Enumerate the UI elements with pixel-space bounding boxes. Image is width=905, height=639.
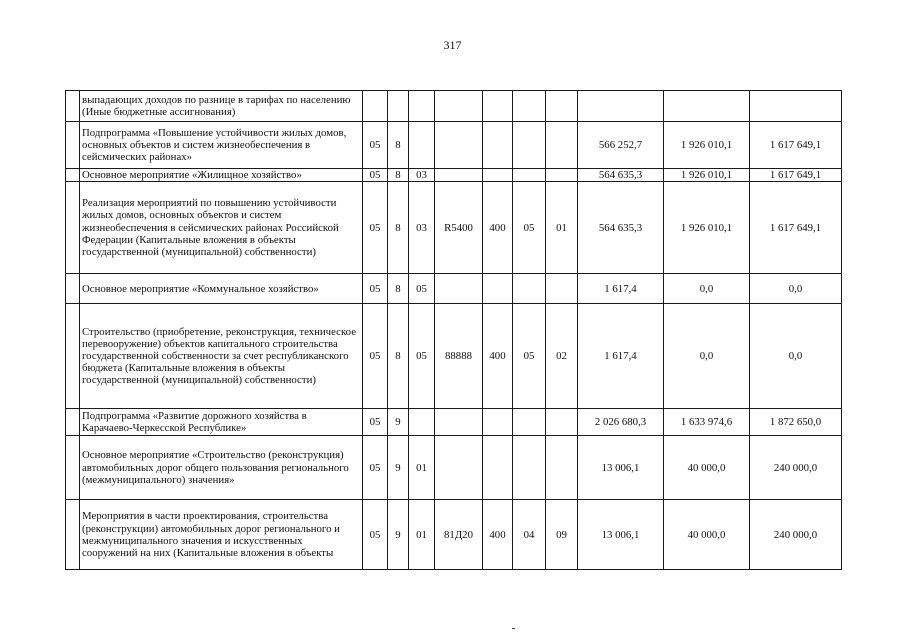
sum-year1: 1 617,4 xyxy=(578,304,664,409)
scan-mark xyxy=(512,628,515,629)
row-name: Подпрограмма «Развитие дорожного хозяйства в Карачаево-Черкесской Республике» xyxy=(80,409,363,436)
ved2-cell: 02 xyxy=(546,304,578,409)
sum-year2: 1 926 010,1 xyxy=(664,169,750,182)
pr-cell: 8 xyxy=(388,182,409,274)
msp-cell: 03 xyxy=(409,169,435,182)
vr-cell xyxy=(483,91,513,122)
sum-year1: 2 026 680,3 xyxy=(578,409,664,436)
index-cell xyxy=(66,436,80,500)
sum-year2: 1 926 010,1 xyxy=(664,182,750,274)
sum-year3: 240 000,0 xyxy=(750,500,842,570)
rz-cell: 05 xyxy=(363,182,388,274)
row-name: Основное мероприятие «Жилищное хозяйство» xyxy=(80,169,363,182)
table-row xyxy=(66,274,842,304)
vr-cell: 400 xyxy=(483,500,513,570)
sum-year2: 0,0 xyxy=(664,304,750,409)
table-row xyxy=(66,169,842,182)
ved1-cell xyxy=(513,169,546,182)
sum-year2: 0,0 xyxy=(664,274,750,304)
ved1-cell: 05 xyxy=(513,304,546,409)
ved1-cell xyxy=(513,91,546,122)
vr-cell xyxy=(483,274,513,304)
rz-cell: 05 xyxy=(363,169,388,182)
cs-cell xyxy=(435,409,483,436)
row-name: Мероприятия в части проектирования, строительства (реконструкции) автомобильных дорог регионального и межмуниципального значения и искусственных сооружений на них (Капитальные вложения в объекты xyxy=(80,500,363,570)
ved2-cell xyxy=(546,91,578,122)
vr-cell: 400 xyxy=(483,304,513,409)
table-row xyxy=(66,182,842,274)
row-name: выпадающих доходов по разнице в тарифах по населению (Иные бюджетные ассигнования) xyxy=(80,91,363,122)
pr-cell xyxy=(388,91,409,122)
cs-cell xyxy=(435,274,483,304)
ved1-cell xyxy=(513,274,546,304)
sum-year1: 13 006,1 xyxy=(578,500,664,570)
ved1-cell xyxy=(513,436,546,500)
ved1-cell xyxy=(513,122,546,169)
sum-year3: 0,0 xyxy=(750,304,842,409)
sum-year2 xyxy=(664,91,750,122)
sum-year1: 564 635,3 xyxy=(578,169,664,182)
msp-cell: 03 xyxy=(409,182,435,274)
rz-cell: 05 xyxy=(363,436,388,500)
ved2-cell xyxy=(546,122,578,169)
pr-cell: 8 xyxy=(388,274,409,304)
vr-cell xyxy=(483,122,513,169)
sum-year3 xyxy=(750,91,842,122)
index-cell xyxy=(66,169,80,182)
budget-table xyxy=(65,90,842,570)
ved2-cell: 01 xyxy=(546,182,578,274)
msp-cell: 05 xyxy=(409,274,435,304)
ved2-cell: 09 xyxy=(546,500,578,570)
msp-cell xyxy=(409,409,435,436)
row-name: Строительство (приобретение, реконструкция, техническое перевооружение) объектов капитального строительства государственной собственности за счет республиканского бюджета (Капитальные вложения в объекты государственной (муниципальной) собственности) xyxy=(80,304,363,409)
pr-cell: 8 xyxy=(388,304,409,409)
rz-cell: 05 xyxy=(363,274,388,304)
msp-cell xyxy=(409,91,435,122)
pr-cell: 9 xyxy=(388,409,409,436)
msp-cell: 05 xyxy=(409,304,435,409)
sum-year3: 1 617 649,1 xyxy=(750,122,842,169)
table-row xyxy=(66,91,842,122)
index-cell xyxy=(66,91,80,122)
table-row xyxy=(66,304,842,409)
row-name: Основное мероприятие «Строительство (реконструкция) автомобильных дорог общего пользования регионального (межмуниципального) значения» xyxy=(80,436,363,500)
vr-cell xyxy=(483,409,513,436)
sum-year3: 1 617 649,1 xyxy=(750,169,842,182)
msp-cell: 01 xyxy=(409,500,435,570)
pr-cell: 8 xyxy=(388,169,409,182)
sum-year3: 1 872 650,0 xyxy=(750,409,842,436)
vr-cell: 400 xyxy=(483,182,513,274)
sum-year1 xyxy=(578,91,664,122)
sum-year2: 1 633 974,6 xyxy=(664,409,750,436)
sum-year1: 566 252,7 xyxy=(578,122,664,169)
cs-cell xyxy=(435,91,483,122)
vr-cell xyxy=(483,169,513,182)
cs-cell xyxy=(435,436,483,500)
index-cell xyxy=(66,122,80,169)
sum-year3: 0,0 xyxy=(750,274,842,304)
vr-cell xyxy=(483,436,513,500)
index-cell xyxy=(66,409,80,436)
msp-cell xyxy=(409,122,435,169)
cs-cell: 88888 xyxy=(435,304,483,409)
row-name: Подпрограмма «Повышение устойчивости жилых домов, основных объектов и систем жизнеобеспечения в сейсмических районах» xyxy=(80,122,363,169)
ved2-cell xyxy=(546,409,578,436)
sum-year3: 1 617 649,1 xyxy=(750,182,842,274)
sum-year1: 1 617,4 xyxy=(578,274,664,304)
rz-cell: 05 xyxy=(363,409,388,436)
table-row xyxy=(66,500,842,570)
sum-year2: 40 000,0 xyxy=(664,436,750,500)
table-row xyxy=(66,436,842,500)
row-name: Основное мероприятие «Коммунальное хозяйство» xyxy=(80,274,363,304)
rz-cell: 05 xyxy=(363,500,388,570)
rz-cell xyxy=(363,91,388,122)
index-cell xyxy=(66,304,80,409)
ved2-cell xyxy=(546,169,578,182)
cs-cell: R5400 xyxy=(435,182,483,274)
ved1-cell xyxy=(513,409,546,436)
msp-cell: 01 xyxy=(409,436,435,500)
table-row xyxy=(66,409,842,436)
index-cell xyxy=(66,500,80,570)
row-name: Реализация мероприятий по повышению устойчивости жилых домов, основных объектов и систем жизнеобеспечения в сейсмических районах Российской Федерации (Капитальные вложения в объекты государственной (муниципальной) собственности) xyxy=(80,182,363,274)
pr-cell: 8 xyxy=(388,122,409,169)
ved1-cell: 04 xyxy=(513,500,546,570)
table-row xyxy=(66,122,842,169)
sum-year1: 13 006,1 xyxy=(578,436,664,500)
cs-cell: 81Д20 xyxy=(435,500,483,570)
ved1-cell: 05 xyxy=(513,182,546,274)
cs-cell xyxy=(435,169,483,182)
sum-year2: 40 000,0 xyxy=(664,500,750,570)
ved2-cell xyxy=(546,274,578,304)
pr-cell: 9 xyxy=(388,436,409,500)
page-number: 317 xyxy=(443,38,462,52)
index-cell xyxy=(66,182,80,274)
rz-cell: 05 xyxy=(363,122,388,169)
index-cell xyxy=(66,274,80,304)
sum-year2: 1 926 010,1 xyxy=(664,122,750,169)
rz-cell: 05 xyxy=(363,304,388,409)
pr-cell: 9 xyxy=(388,500,409,570)
sum-year3: 240 000,0 xyxy=(750,436,842,500)
ved2-cell xyxy=(546,436,578,500)
sum-year1: 564 635,3 xyxy=(578,182,664,274)
cs-cell xyxy=(435,122,483,169)
